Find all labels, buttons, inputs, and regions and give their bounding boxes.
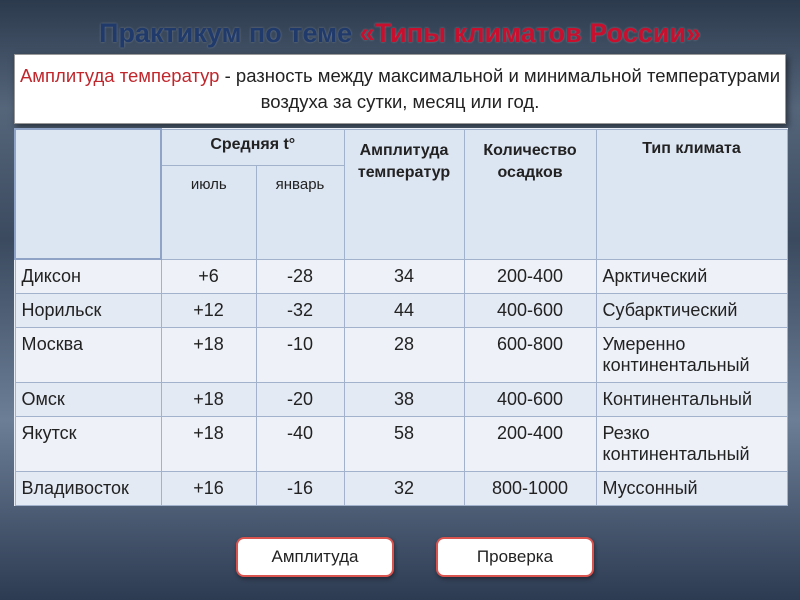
precip-cell: 200-400 bbox=[464, 259, 596, 294]
check-button[interactable]: Проверка bbox=[436, 537, 594, 577]
amplitude-cell: 32 bbox=[344, 472, 464, 506]
july-temp-cell: +12 bbox=[161, 294, 256, 328]
header-precip-label: Количество осадков bbox=[483, 141, 577, 181]
climate-type-cell: Континентальный bbox=[596, 383, 787, 417]
header-january: январь bbox=[256, 165, 344, 259]
table-row bbox=[15, 417, 787, 472]
july-temp-cell: +18 bbox=[161, 417, 256, 472]
title-prefix: Практикум по теме bbox=[99, 18, 360, 48]
precip-cell: 800-1000 bbox=[464, 472, 596, 506]
header-precip bbox=[464, 129, 596, 259]
corner-cell bbox=[15, 129, 161, 259]
amplitude-cell: 58 bbox=[344, 417, 464, 472]
city-cell: Диксон bbox=[15, 259, 161, 294]
climate-type-cell: Резко континентальный bbox=[596, 417, 787, 472]
climate-type-cell: Умеренно континентальный bbox=[596, 328, 787, 383]
definition-box bbox=[14, 54, 786, 124]
climate-type-cell: Субарктический bbox=[596, 294, 787, 328]
amplitude-cell: 44 bbox=[344, 294, 464, 328]
precip-cell: 400-600 bbox=[464, 383, 596, 417]
table-row bbox=[15, 259, 787, 294]
header-amplitude bbox=[344, 129, 464, 259]
january-temp-cell: -32 bbox=[256, 294, 344, 328]
july-temp-cell: +16 bbox=[161, 472, 256, 506]
july-temp-cell: +18 bbox=[161, 328, 256, 383]
header-amplitude-label: Амплитуда температур bbox=[357, 141, 451, 181]
january-temp-cell: -20 bbox=[256, 383, 344, 417]
precip-cell: 400-600 bbox=[464, 294, 596, 328]
amplitude-cell: 28 bbox=[344, 328, 464, 383]
climate-type-cell: Арктический bbox=[596, 259, 787, 294]
january-temp-cell: -28 bbox=[256, 259, 344, 294]
city-cell: Омск bbox=[15, 383, 161, 417]
slide-title bbox=[0, 18, 800, 49]
july-temp-cell: +18 bbox=[161, 383, 256, 417]
header-avg-temp: Средняя t° bbox=[161, 129, 344, 165]
climate-table bbox=[14, 128, 788, 506]
table-row bbox=[15, 383, 787, 417]
title-main: «Типы климатов России» bbox=[359, 18, 701, 48]
precip-cell: 600-800 bbox=[464, 328, 596, 383]
city-cell: Москва bbox=[15, 328, 161, 383]
amplitude-cell: 38 bbox=[344, 383, 464, 417]
definition-text: - разность между максимальной и минимальной температурами воздуха за сутки, месяц или год. bbox=[219, 65, 781, 112]
july-temp-cell: +6 bbox=[161, 259, 256, 294]
amplitude-button[interactable]: Амплитуда bbox=[236, 537, 394, 577]
city-cell: Якутск bbox=[15, 417, 161, 472]
city-cell: Норильск bbox=[15, 294, 161, 328]
amplitude-cell: 34 bbox=[344, 259, 464, 294]
table-row bbox=[15, 294, 787, 328]
table-row bbox=[15, 328, 787, 383]
precip-cell: 200-400 bbox=[464, 417, 596, 472]
january-temp-cell: -10 bbox=[256, 328, 344, 383]
january-temp-cell: -40 bbox=[256, 417, 344, 472]
definition-term: Амплитуда температур bbox=[19, 65, 220, 86]
climate-type-cell: Муссонный bbox=[596, 472, 787, 506]
city-cell: Владивосток bbox=[15, 472, 161, 506]
header-climate-type bbox=[596, 129, 787, 259]
header-july: июль bbox=[161, 165, 256, 259]
january-temp-cell: -16 bbox=[256, 472, 344, 506]
header-climate-label: Тип климата bbox=[642, 139, 741, 157]
table-row bbox=[15, 472, 787, 506]
